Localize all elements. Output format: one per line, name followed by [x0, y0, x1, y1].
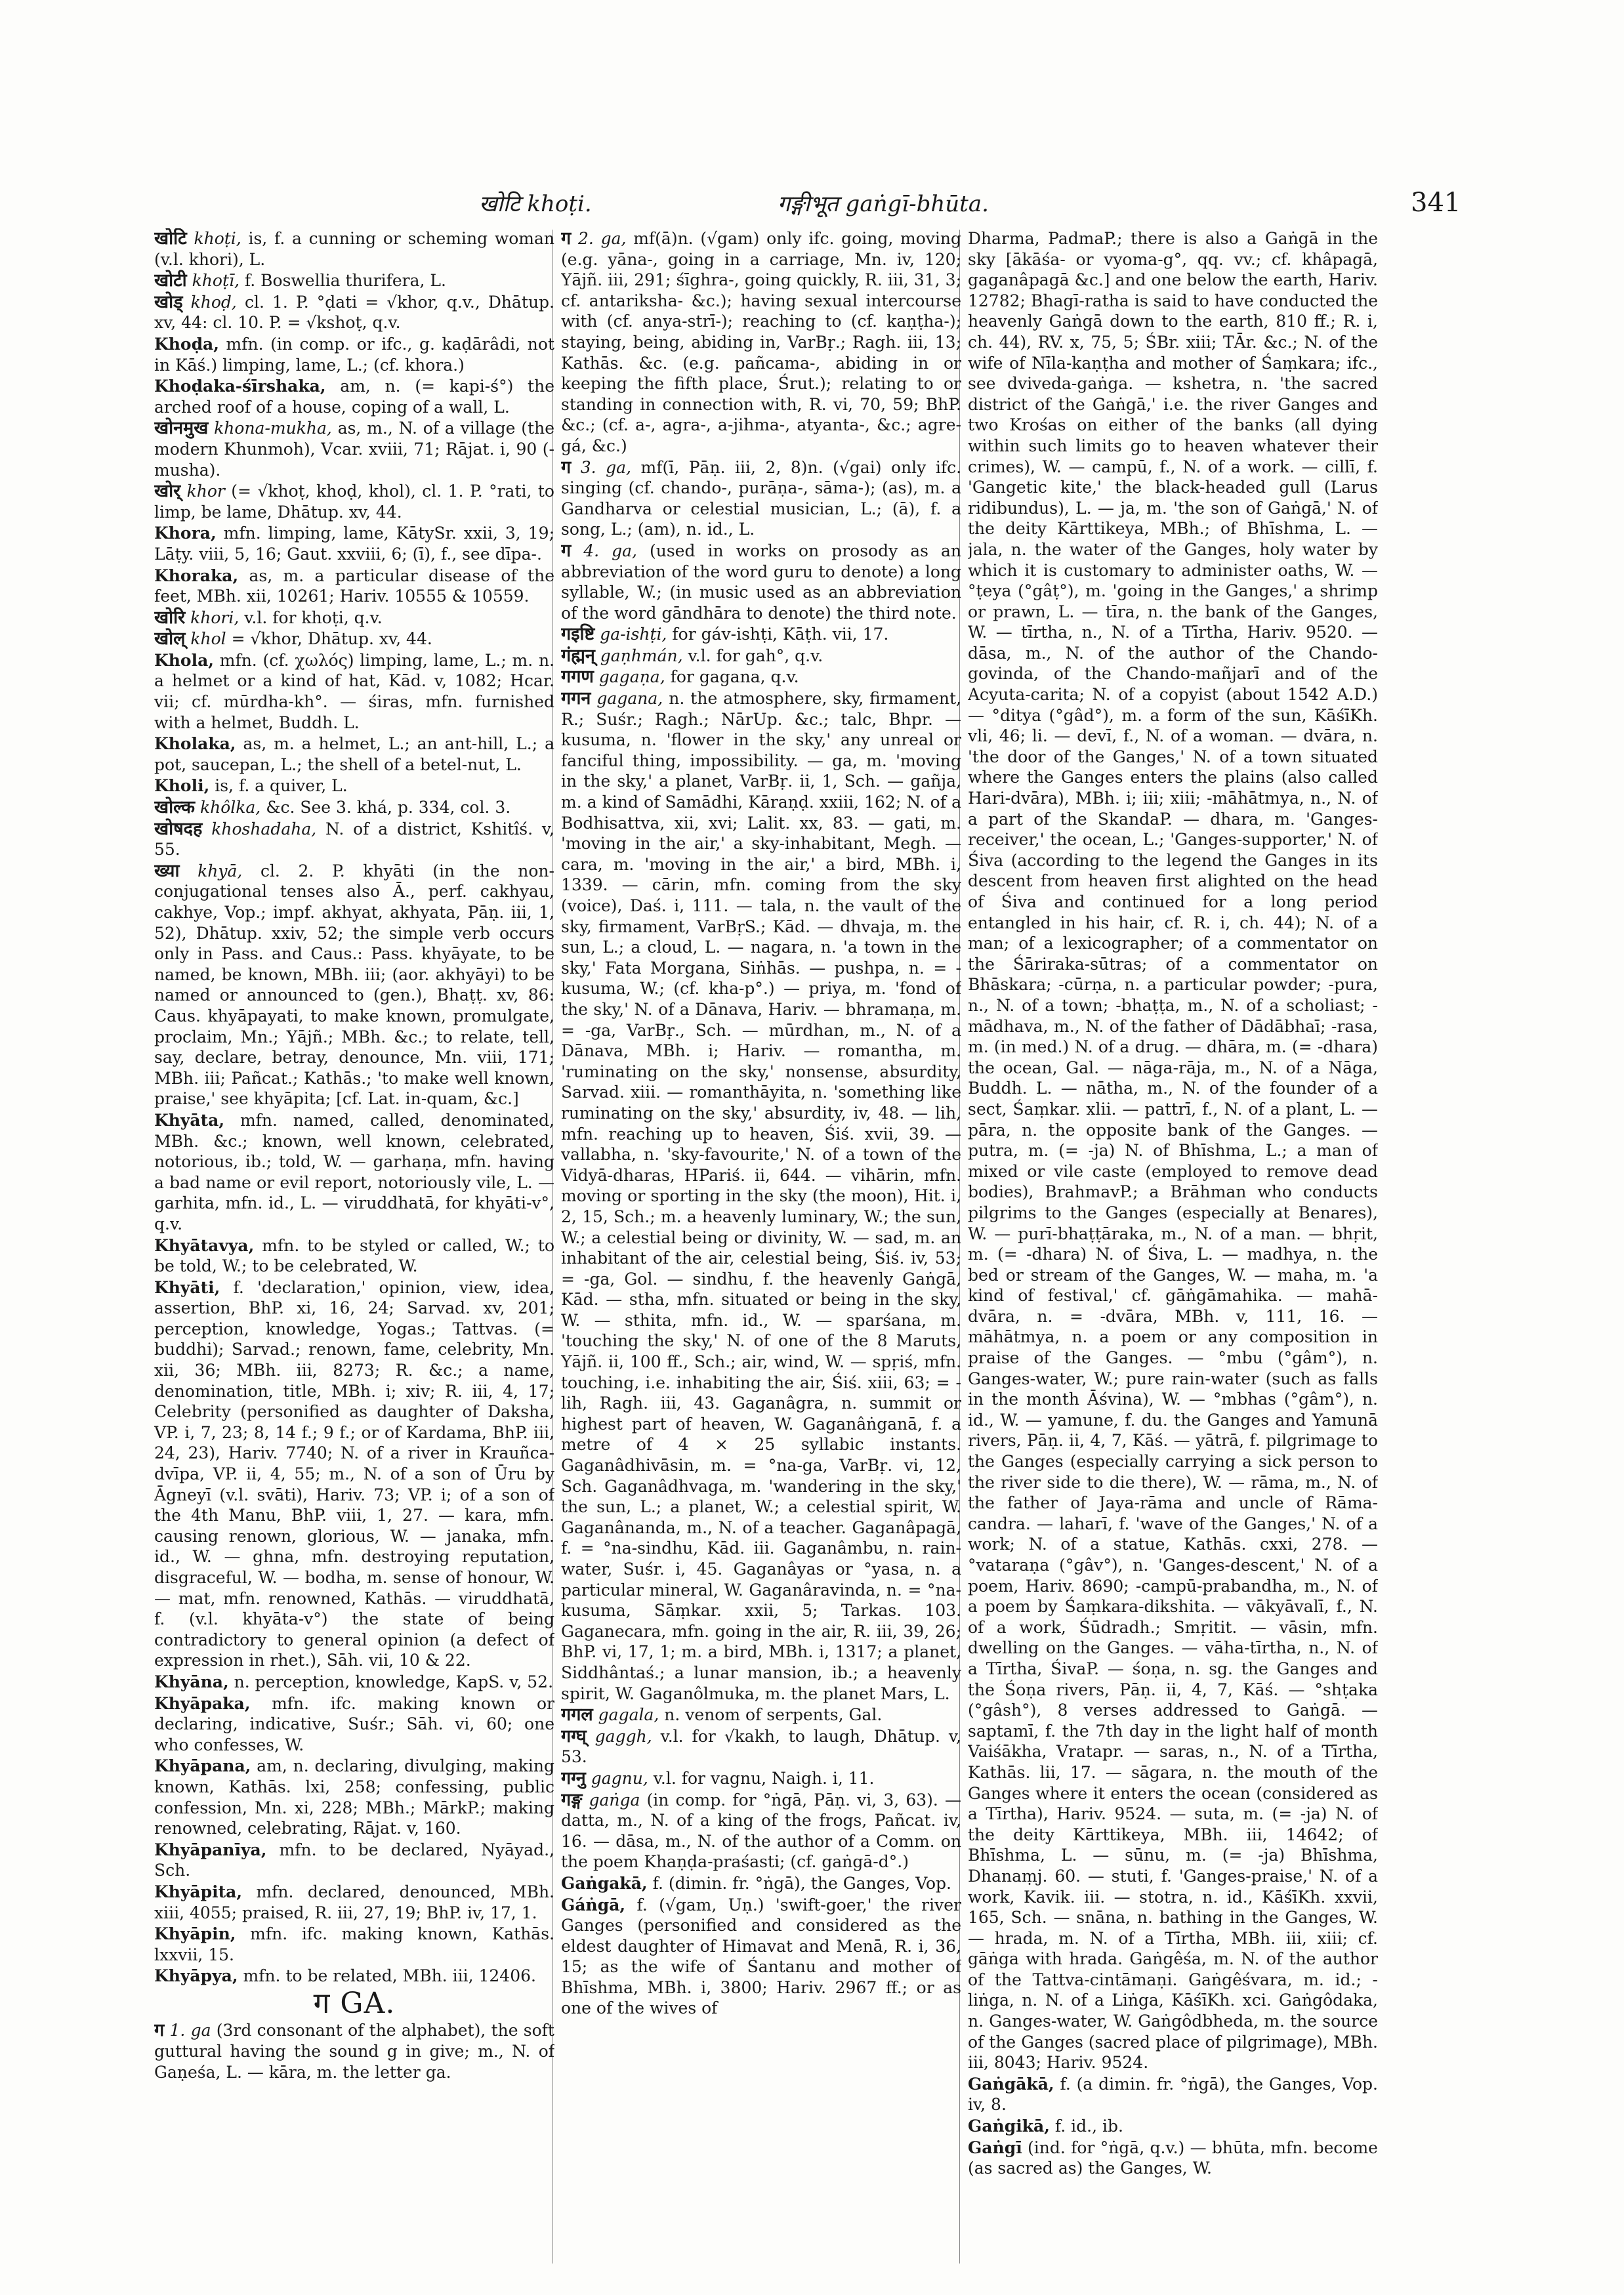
definition: n. the atmosphere, sky, firmament, R.; Suśr.; Ragh.; NārUp. &c.; talc, Bhpr. — kusuma, n. 'flower in the sky,' any unreal or fanciful thing, impossibility. — ga, m. 'moving in the sky,' a planet, VarBṛ. ii, 1, Sch. — gañja, m. a kind of Samādhi, Kāraṇḍ. xxiii, 162; N. of a Bodhisattva, xii, xvi; Lalit. xx, 83. — gati, m. 'moving in the air,' a sky-inhabitant, Megh. — cara, m. 'moving in the air,' a bird, MBh. i, 1339. — cārin, mfn. coming from the sky (voice), Daś. i, 111. — tala, n. the vault of the sky, firmament, VarBṛS.; Kād. — dhvaja, m. the sun, L.; a cloud, L. — nagara, n. 'a town in the sky,' Fata Morgana, Siṅhās. — pushpa, n. = -kusuma, W.; (cf. kha-p°.) — priya, m. 'fond of the sky,' N. of a Dānava, Hariv. — bhramaṇa, m. = -ga, VarBṛ., Sch. — mūrdhan, m., N. of a Dānava, MBh. i; Hariv. — romantha, m. 'ruminating on the sky,' nonsense, absurdity, Sarvad. xiii. — romanthāyita, n. 'something like ruminating on the sky,' absurdity, iv, 48. — lih, mfn. reaching up to heaven, Śiś. xvii, 39. — vallabha, n. 'sky-favourite,' N. of a town of the Vidyā-dharas, HPariś. ii, 644. — vihārin, mfn. moving or sporting in the sky (the moon), Hit. i, 2, 15, Sch.; m. a heavenly luminary, W.; the sun, W.; a celestial being or divinity, W. — sad, m. an inhabitant of the air, celestial being, Śiś. iv, 53; = -ga, Gol. — sindhu, f. the heavenly Gaṅgā, Kād. — stha, mfn. situated or being in the sky, W. — sthita, mfn. id., W. — sparśana, m. 'touching the sky,' N. of one of the 8 Maruts, Yājñ. ii, 100 ff., Sch.; air, wind, W. — spṛiś, mfn. touching, i.e. inhabiting the air, Śiś. xiii, 63; = -lih, Ragh. iii, 43. Gaganâgra, n. summit or highest part of heaven, W. Gaganâṅganā, f. a metre of 4 × 25 syllabic instants. Gaganâdhivāsin, m. = °na-ga, VarBṛ. vi, 12, Sch. Gaganâdhvaga, m. 'wandering in the sky,' the sun, L.; a planet, W.; a celestial spirit, W. Gaganânanda, m., N. of a teacher. Gaganâpagā, f. = °na-sindhu, Kād. iii. Gaganâmbu, n. rain-water, Suśr. i, 45. Gaganâyas or °yasa, n. a particular mineral, W. Gaganâravinda, n. = °na-kusuma, Sāṃkar. xxii, 5; Tarkas. 103. Gaganecara, mfn. going in the air, R. iii, 39, 26; BhP. vi, 17, 1; m. a bird, MBh. i, 1317; a planet, Siddhântaś.; a lunar mansion, ib.; a heavenly spirit, W. Gaganôlmuka, m. the planet Mars, L.: [561, 689, 961, 1703]
dictionary-entry: [154, 270, 554, 291]
headword: Khyāpita,: [154, 1882, 243, 1901]
dictionary-entry: [561, 688, 961, 1704]
dictionary-entry: [154, 797, 554, 818]
definition: am, n. declaring, divulging, making known, Kathās. lxi, 258; confessing, public confession, Mn. xi, 228; MBh.; MārkP.; making renowned, celebrating, Rājat. v, 160.: [154, 1756, 554, 1838]
dictionary-entry: [561, 646, 961, 667]
dictionary-entry: [154, 629, 554, 650]
definition: mfn. declared, denounced, MBh. xiii, 4055; praised, R. iii, 27, 19; BhP. iv, 17, 1.: [154, 1882, 554, 1922]
transliteration: gagnu,: [591, 1768, 648, 1788]
headword: खोनमुख: [154, 418, 209, 439]
definition: mfn. to be declared, Nyāyad., Sch.: [154, 1840, 554, 1880]
headword: गगण: [561, 667, 594, 688]
headword: Khyāpanīya,: [154, 1840, 267, 1859]
definition: v.l. for khoṭi, q.v.: [244, 608, 383, 627]
headword: खोटि: [154, 228, 187, 249]
definition: mfn. ifc. making known, Kathās. lxxvii, 15.: [154, 1924, 554, 1964]
headword: खोल्क: [154, 797, 195, 818]
sub-entry: [968, 2116, 1378, 2137]
definition: (ind. for °ṅgā, q.v.) — bhūta, mfn. become (as sacred as) the Ganges, W.: [968, 2138, 1378, 2178]
transliteration: khyā,: [198, 861, 243, 880]
sub-entry: [154, 1882, 554, 1923]
transliteration: 4. ga,: [583, 541, 637, 560]
dictionary-column-1: [154, 228, 554, 2269]
definition: (= √khoṭ, khoḍ, khol), cl. 1. P. °rati, to limp, be lame, Dhātup. xv, 44.: [154, 482, 554, 522]
definition: f. 'declaration,' opinion, view, idea, assertion, BhP. xi, 16, 24; Sarvad. xv, 201; perception, knowledge, Yogas.; Tattvas. (= buddhi); Sarvad.; renown, fame, celebrity, Mn. xii, 36; MBh. iii, 8273; R. &c.; a name, denomination, title, MBh. i; xiv; R. iii, 4, 17; Celebrity (personified as daughter of Daksha, VP. i, 7, 23; 8, 14 f.; 9 f.; or of Kardama, BhP. iii, 24, 23), Hariv. 7740; N. of a river in Krauñca-dvīpa, VP. ii, 4, 55; m., N. of a son of Ūru by Āgneyī (v.l. svāti), Hariv. 73; VP. i; of a son of the 4th Manu, BhP. viii, 1, 27. — kara, mfn. causing renown, glorious, W. — janaka, mfn. id., W. — ghna, mfn. destroying reputation, disgraceful, W. — bodha, m. sense of honour, W. — mat, mfn. renowned, Kathās. — viruddhatā, f. (v.l. khyāta-v°) the state of being contradictory to general opinion (a defect of expression in rhet.), Sāh. vii, 10 & 22.: [154, 1277, 554, 1670]
headword: खोल्: [154, 629, 186, 650]
definition: is, f. a quiver, L.: [215, 776, 348, 796]
definition: for gáv-ishṭi, Kāṭh. vii, 17.: [672, 625, 889, 644]
sub-entry: [154, 1693, 554, 1756]
headword: Khoḍaka-śīrshaka,: [154, 377, 326, 396]
dictionary-entry: [154, 481, 554, 522]
definition: cl. 2. P. khyāti (in the non-conjugational tenses also Ā., perf. cakhyau, cakhye, Vop.; impf. akhyat, akhyata, Pāṇ. iii, 1, 52), Dhātup. xxiv, 52; the simple verb occurs only in Pass. and Caus.: Pass. khyāyate, to be named, be known, MBh. iii; (aor. akhyāyi) to be named or announced to (gen.), Bhaṭṭ. xv, 86: Caus. khyāpayati, to make known, promulgate, proclaim, Mn.; Yājñ.; MBh. &c.; to relate, tell, say, declare, betray, denounce, Mn. viii, 171; MBh. iii; Pañcat.; Kathās.; 'to make well known, praise,' see khyāpita; [cf. Lat. in-quam, &c.]: [154, 861, 554, 1109]
definition: f. Boswellia thurifera, L.: [244, 271, 446, 291]
headword: Khyāpin,: [154, 1924, 236, 1944]
definition: mfn. to be styled or called, W.; to be told, W.; to be celebrated, W.: [154, 1235, 554, 1276]
sub-entry: [154, 1110, 554, 1235]
headword: Khyāpaka,: [154, 1693, 251, 1713]
headword: Khyāna,: [154, 1672, 229, 1691]
headword: Khyāta,: [154, 1110, 225, 1130]
transliteration: 1. ga: [169, 2021, 211, 2040]
headword: Kholaka,: [154, 734, 236, 754]
sub-entry: [154, 566, 554, 607]
transliteration: gagaṇa,: [598, 667, 665, 687]
headword: Khyāpya,: [154, 1966, 238, 1986]
headword: खोटी: [154, 270, 187, 291]
headword: गइष्टि: [561, 624, 595, 645]
definition: mfn. (in comp. or ifc., g. kaḍārâdi, not in Kāś.) limping, lame, L.; (cf. khora.): [154, 334, 554, 375]
headword: ग: [561, 457, 572, 478]
definition: &c. See 3. khá, p. 334, col. 3.: [266, 798, 511, 817]
transliteration: gaṅga: [589, 1790, 640, 1809]
dictionary-entry: [154, 228, 554, 270]
dictionary-entry: [561, 667, 961, 688]
dictionary-entry: [561, 624, 961, 645]
headword: गग्घ्: [561, 1726, 587, 1747]
definition: Dharma, PadmaP.; there is also a Gaṅgā in the sky [ākāśa- or vyoma-g°, qq. vv.; cf. khâpagā, gaganâpagā &c.] and one below the earth, Hariv. 12782; Bhagī-ratha is said to have conducted the heavenly Gaṅgā down to the earth, 810 ff.; R. i, ch. 44), RV. x, 75, 5; ŚBr. xiii; TĀr. &c.; N. of the wife of Nīla-kaṇṭha and mother of Śaṃkara; ifc., see dviveda-gaṅga. — kshetra, n. 'the sacred district of the Gaṅgā,' i.e. the river Ganges and two Krośas on either of the banks (all dying within such limits go to heaven whatever their crimes), W. — campū, f., N. of a work. — cillī, f. 'Gangetic kite,' the black-headed gull (Larus ridibundus), L. — ja, m. 'the son of Gaṅgā,' N. of the deity Kārttikeya, MBh.; of Bhīshma, L. — jala, n. the water of the Ganges, holy water by which it is customary to administer oaths, W. — °ṭeya (°gâṭ°), m. 'going in the Ganges,' a shrimp or prawn, L. — tīra, n. the bank of the Ganges, W. — tīrtha, n., N. of a Tīrtha, Hariv. 9520. — dāsa, m., N. of the author of the Chando-govinda, of the Chando-mañjarī and of the Acyuta-carita; N. of a copyist (about 1542 A.D.) — °ditya (°gâd°), m. a form of the sun, KāśīKh. vli, 46; li. — devī, f., N. of a woman. — dvāra, n. 'the door of the Ganges,' N. of a town situated where the Ganges enters the plains (also called Hari-dvāra), MBh. i; iii; xiii; -māhātmya, n., N. of a part of the SkandaP. — dhara, m. 'Ganges-receiver,' the ocean, L.; 'Ganges-supporter,' N. of Śiva (according to the legend the Ganges in its descent from heaven first alighted on the head of Śiva and continued for a long period entangled in his hair, cf. R. i, ch. 44); N. of a man; of a lexicographer; of a commentator on the Śāriraka-sūtras; of a commentator on Bhāskara; -cūrṇa, n. a particular powder; -pura, n., N. of a town; -bhaṭṭa, m., N. of a scholiast; -mādhava, m., N. of the father of Dādābhaī; -rasa, m. (in med.) N. of a drug. — dhāra, m. (= -dhara) the ocean, Gal. — nāga-rāja, m., N. of a Nāga, Buddh. L. — nātha, m., N. of the founder of a sect, Śaṃkar. xlii. — pattrī, f., N. of a plant, L. — pāra, n. the opposite bank of the Ganges. — putra, m. (= -ja) N. of Bhīshma, L.; a man of mixed or vile caste (employed to remove dead bodies), BrahmavP.; a Brāhman who conducts pilgrims to the Ganges (especially at Benares), W. — purī-bhaṭṭāraka, m., N. of a man. — bhṛit, m. (= -dhara) N. of Śiva, L. — madhya, n. the bed or stream of the Ganges, W. — maha, m. 'a kind of festival,' cf. gāṅgāmahika. — mahā-dvāra, n. = -dvāra, MBh. v, 111, 16. — māhātmya, n. a poem or any composition in praise of the Ganges. — °mbu (°gâm°), n. Ganges-water, W.; pure rain-water (such as falls in the month Āśvina), W. — °mbhas (°gâm°), n. id., W. — yamune, f. du. the Ganges and Yamunā rivers, Pāṇ. ii, 4, 7, Kāś. — yātrā, f. pilgrimage to the Ganges (especially carrying a sick person to the river side to die there), W. — rāma, m., N. of the father of Jaya-rāma and uncle of Rāma-candra. — laharī, f. 'wave of the Ganges,' N. of a work; N. of a statue, Kathās. cxxi, 278. — °vataraṇa (°gâv°), n. 'Ganges-descent,' N. of a poem, Hariv. 8690; -campū-prabandha, m., N. of a poem by Śaṃkara-dikshita. — vākyāvalī, f., N. of a work, Śūdradh.; Smṛitit. — vāsin, mfn. dwelling on the Ganges. — vāha-tīrtha, n., N. of a Tīrtha, ŚivaP. — śoṇa, n. sg. the Ganges and the Śoṇa rivers, Pāṇ. ii, 4, 7, Kāś. — °shṭaka (°gâsh°), 8 verses addressed to Gaṅgā. — saptamī, f. the 7th day in the light half of month Vaiśākha, Vratapr. — saras, n., N. of a Tīrtha, Kathās. lii, 17. — sāgara, n. the mouth of the Ganges where it enters the ocean (considered as a Tīrtha), Hariv. 9524. — suta, m. (= -ja) N. of the deity Kārttikeya, MBh. iii, 14642; of Bhīshma, L. — sūnu, m. (= -ja) Bhīshma, Dhanaṃj. 60. — stuti, f. 'Ganges-praise,' N. of a work, Kavik. iii. — stotra, n. id., KāśīKh. xxvii, 165, Sch. — snāna, n. bathing in the Ganges, W. — hrada, m. N. of a Tīrtha, MBh. iii, xiii; cf. gāṅga with hrada. Gaṅgêśa, m. N. of the author of the Tattva-cintāmaṇi. Gaṅgêśvara, m. id.; -liṅga, n. N. of a Liṅga, KāśīKh. xci. Gaṅgôdaka, n. Ganges-water, W. Gaṅgôdbheda, m. the source of the Ganges (sacred place of pilgrimage), MBh. iii, 8043; Hariv. 9524.: [968, 229, 1378, 2073]
definition: mf(ī, Pāṇ. iii, 2, 8)n. (√gai) only ifc. singing (cf. chando-, purāṇa-, sāma-); (as), m. a Gandharva or celestial musician, L.; (ā), f. a song, L.; (am), n. id., L.: [561, 457, 961, 539]
headword: Khoḍa,: [154, 334, 219, 354]
definition: (in comp. for °ṅgā, Pāṇ. vi, 3, 63). — datta, m., N. of a king of the frogs, Pañcat. iv, 16. — dāsa, m., N. of the author of a Comm. on the poem Khaṇḍa-praśasti; (cf. gaṅgā-d°.): [561, 1790, 961, 1872]
dictionary-entry: [561, 457, 961, 540]
sub-entry: [154, 376, 554, 417]
headword: ख्या: [154, 860, 180, 881]
transliteration: khôlka,: [199, 798, 261, 817]
sub-entry: [154, 734, 554, 775]
headword: Gáṅgā,: [561, 1895, 626, 1914]
definition: n. venom of serpents, Gal.: [664, 1705, 883, 1725]
transliteration: ga-ishṭi,: [600, 625, 667, 644]
headword: Gaṅgākā,: [968, 2074, 1054, 2094]
headword: ग: [154, 2020, 165, 2041]
definition: v.l. for vagnu, Naigh. i, 11.: [653, 1768, 875, 1788]
sub-entry: [561, 1895, 961, 2019]
headword: Gaṅgikā,: [968, 2117, 1050, 2136]
dictionary-entry: [561, 228, 961, 457]
transliteration: gaṇhmán,: [600, 646, 683, 665]
sub-entry: [154, 334, 554, 375]
headword: ग: [561, 228, 572, 249]
definition: mfn. limping, lame, KātySr. xxii, 3, 19; Lāṭy. viii, 5, 16; Gaut. xxviii, 6; (ī), f., see dīpa-.: [154, 524, 554, 564]
transliteration: khor: [186, 482, 225, 501]
definition: N. of a district, Kshitîś. v, 55.: [154, 819, 554, 859]
definition: f. id., ib.: [1054, 2117, 1123, 2136]
definition: (used in works on prosody as an abbreviation of the word guru to denote) a long syllable, W.; (in music used as an abbreviation of the word gāndhāra to denote) the third note.: [561, 541, 961, 623]
definition: mfn. named, called, denominated, MBh. &c.; known, well known, celebrated, notorious, ib.; told, W. — garhaṇa, mfn. having a bad name or evil report, notoriously vile, L. — garhita, mfn. id., L. — viruddhatā, for khyāti-v°, q.v.: [154, 1110, 554, 1233]
headword: गगन: [561, 688, 591, 709]
definition: mfn. to be related, MBh. iii, 12406.: [243, 1966, 536, 1986]
transliteration: gagala,: [598, 1705, 659, 1725]
headword: खोरि: [154, 607, 186, 628]
headword: Khyāti,: [154, 1277, 220, 1297]
dictionary-entry: [561, 541, 961, 623]
section-heading: ग GA.: [313, 1986, 396, 2020]
headword: Khoraka,: [154, 566, 239, 585]
dictionary-column-2: [561, 228, 961, 2269]
sub-entry: [154, 650, 554, 733]
definition: for gagana, q.v.: [670, 667, 799, 687]
dictionary-entry: [154, 292, 554, 333]
transliteration: gaggh,: [594, 1726, 652, 1746]
transliteration: 3. ga,: [580, 457, 631, 477]
definition: f. (√gam, Uṇ.) 'swift-goer,' the river Ganges (personified and considered as the eldest daughter of Himavat and Menā, R. i, 36, 15; as the wife of Śantanu and mother of Bhīshma, MBh. i, 3800; Hariv. 2967 ff.; or as one of the wives of: [561, 1895, 961, 2018]
sub-entry: [154, 1672, 554, 1693]
definition: f. (dimin. fr. °ṅgā), the Ganges, Vop.: [652, 1873, 951, 1893]
headword: Gaṅgī: [968, 2138, 1022, 2157]
headword: Gaṅgakā,: [561, 1873, 648, 1893]
headword: गगल: [561, 1705, 593, 1726]
dictionary-entry: [154, 418, 554, 480]
transliteration: khoḍ,: [190, 292, 237, 312]
transliteration: khol: [190, 629, 226, 649]
headword: Khola,: [154, 650, 214, 670]
dictionary-column-3: [968, 228, 1378, 2269]
definition: v.l. for gah°, q.v.: [688, 646, 823, 665]
dictionary-entry: [561, 1790, 961, 1872]
definition: am, n. (= kapi-ś°) the arched roof of a house, coping of a wall, L.: [154, 377, 554, 417]
sub-entry: [154, 775, 554, 796]
headword: गङ्ग: [561, 1789, 583, 1810]
transliteration: 2. ga,: [577, 229, 627, 248]
sub-entry: [968, 228, 1378, 2073]
headword: खोषदह: [154, 818, 203, 839]
page-header: [0, 188, 1624, 227]
headword: खोड्: [154, 291, 183, 312]
definition: n. perception, knowledge, KapS. v, 52.: [234, 1672, 554, 1691]
transliteration: khoshadaha,: [211, 819, 317, 838]
sub-entry: [968, 2138, 1378, 2179]
dictionary-entry: [561, 1726, 961, 1768]
definition: v.l. for √kakh, to laugh, Dhātup. v, 53.: [561, 1726, 961, 1767]
headword: गग्नु: [561, 1768, 586, 1788]
dictionary-entry: [154, 608, 554, 629]
dictionary-entry: [154, 2020, 554, 2082]
definition: f. (a dimin. fr. °ṅgā), the Ganges, Vop. iv, 8.: [968, 2074, 1378, 2115]
definition: = √khor, Dhātup. xv, 44.: [231, 629, 432, 649]
transliteration: gagana,: [596, 689, 663, 709]
sub-entry: [154, 1966, 554, 1987]
left-running-head: खोटि khoṭi.: [479, 191, 592, 217]
dictionary-entry: [154, 819, 554, 860]
definition: as, m. a particular disease of the feet, MBh. xii, 10261; Hariv. 10555 & 10559.: [154, 566, 554, 606]
sub-entry: [154, 1840, 554, 1881]
headword: खोर्: [154, 481, 181, 502]
headword: गंह्मन्: [561, 645, 595, 666]
definition: mfn. ifc. making known or declaring, indicative, Suśr.; Sāh. vi, 60; one who confesses, W.: [154, 1693, 554, 1754]
definition: (3rd consonant of the alphabet), the soft guttural having the sound g in give; m., N. of Gaṇeśa, L. — kāra, m. the letter ga.: [154, 2021, 554, 2082]
headword: Khyāpana,: [154, 1756, 251, 1776]
transliteration: khona-mukha,: [214, 419, 332, 438]
sub-entry: [968, 2074, 1378, 2115]
headword: Kholi,: [154, 776, 210, 796]
dictionary-entry: [561, 1705, 961, 1726]
transliteration: khoṭi,: [194, 229, 241, 248]
sub-entry: [154, 523, 554, 564]
dictionary-entry: [561, 1768, 961, 1789]
sub-entry: [154, 1924, 554, 1965]
definition: mf(ā)n. (√gam) only ifc. going, moving (e.g. yāna-, going in a carriage, Mn. iv, 120; Yājñ. iii, 291; śīghra-, going quickly, R. iii, 31, 3; cf. antariksha- &c.); having sexual intercourse with (cf. anya-strī-); reaching to (cf. kaṇṭha-); staying, being, abiding in, VarBṛ.; Ragh. iii, 13; Kathās. &c. (e.g. pañcama-, abiding in or keeping the fifth place, Śrut.); relating to or standing in connection with, R. vi, 70, 59; BhP. &c.; (cf. a-, agra-, a-jihma-, atyanta-, &c.; agre-gá, &c.): [561, 229, 961, 455]
headword: ग: [561, 540, 572, 561]
definition: cl. 1. P. °ḍati = √khor, q.v., Dhātup. xv, 44: cl. 10. P. = √kshoṭ, q.v.: [154, 292, 554, 333]
definition: is, f. a cunning or scheming woman (v.l. khori), L.: [154, 229, 554, 269]
dictionary-entry: [154, 861, 554, 1109]
transliteration: khoṭī,: [192, 271, 239, 291]
headword: Khora,: [154, 524, 217, 543]
transliteration: khori,: [190, 608, 239, 627]
sub-entry: [561, 1873, 961, 1894]
definition: as, m. a helmet, L.; an ant-hill, L.; a pot, saucepan, L.; the shell of a betel-nut, L.: [154, 734, 554, 774]
sub-entry: [154, 1756, 554, 1838]
headword: Khyātavya,: [154, 1235, 255, 1255]
sub-entry: [154, 1235, 554, 1277]
definition: mfn. (cf. χωλός) limping, lame, L.; m. n. a helmet or a kind of hat, Kād. v, 1082; Hcar. vii; cf. mūrdha-kh°. — śiras, mfn. furnished with a helmet, Buddh. L.: [154, 650, 554, 732]
sub-entry: [154, 1277, 554, 1671]
right-running-head: गङ्गीभूत gaṅgī-bhūta.: [778, 191, 989, 217]
definition: as, m., N. of a village (the modern Khunmoh), Vcar. xviii, 71; Rājat. i, 90 (-musha).: [154, 419, 554, 480]
page-number: 341: [1411, 188, 1461, 218]
